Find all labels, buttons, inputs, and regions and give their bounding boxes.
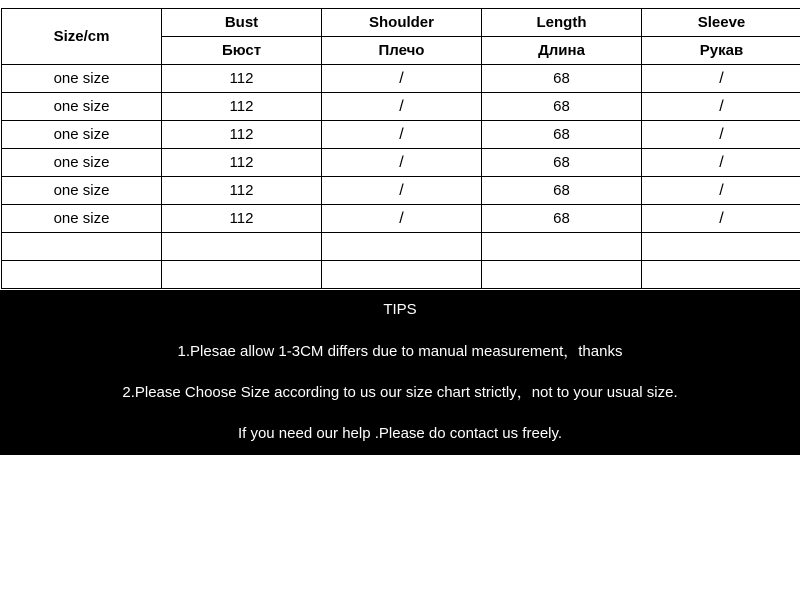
shoulder-cell: /	[322, 177, 482, 205]
empty-table-row	[2, 261, 800, 289]
table-row	[2, 65, 800, 93]
length-cell: 68	[482, 121, 642, 149]
size-column-header: Size/cm	[2, 9, 162, 65]
table-row	[2, 93, 800, 121]
sleeve-cell: /	[642, 205, 800, 233]
tips-panel	[0, 290, 800, 455]
length-cell: 68	[482, 149, 642, 177]
table-row	[2, 149, 800, 177]
length-header-en: Length	[482, 9, 642, 37]
sleeve-cell: /	[642, 65, 800, 93]
bust-cell: 112	[162, 93, 322, 121]
bust-cell: 112	[162, 121, 322, 149]
bust-header-ru: Бюст	[162, 37, 322, 65]
bust-cell: 112	[162, 177, 322, 205]
length-cell: 68	[482, 93, 642, 121]
bust-cell: 112	[162, 65, 322, 93]
size-cell: one size	[2, 121, 162, 149]
shoulder-cell: /	[322, 93, 482, 121]
size-chart-table	[1, 8, 800, 289]
length-cell: 68	[482, 177, 642, 205]
shoulder-cell: /	[322, 205, 482, 233]
shoulder-header-en: Shoulder	[322, 9, 482, 37]
table-row	[2, 205, 800, 233]
empty-cell	[162, 233, 322, 261]
bust-cell: 112	[162, 205, 322, 233]
sleeve-header-en: Sleeve	[642, 9, 800, 37]
empty-cell	[482, 233, 642, 261]
table-row	[2, 177, 800, 205]
length-header-ru: Длина	[482, 37, 642, 65]
length-cell: 68	[482, 65, 642, 93]
table-row	[2, 121, 800, 149]
empty-cell	[2, 261, 162, 289]
shoulder-cell: /	[322, 149, 482, 177]
size-cell: one size	[2, 205, 162, 233]
size-cell: one size	[2, 177, 162, 205]
empty-cell	[642, 233, 800, 261]
header-row-english	[2, 9, 800, 37]
tips-title: TIPS	[383, 301, 417, 318]
length-cell: 68	[482, 205, 642, 233]
empty-cell	[642, 261, 800, 289]
size-cell: one size	[2, 93, 162, 121]
sleeve-header-ru: Рукав	[642, 37, 800, 65]
bust-header-en: Bust	[162, 9, 322, 37]
bust-cell: 112	[162, 149, 322, 177]
size-cell: one size	[2, 149, 162, 177]
empty-cell	[322, 261, 482, 289]
tip-contact-note: If you need our help .Please do contact us freely.	[237, 425, 563, 442]
shoulder-header-ru: Плечо	[322, 37, 482, 65]
shoulder-cell: /	[322, 121, 482, 149]
empty-cell	[482, 261, 642, 289]
sleeve-cell: /	[642, 93, 800, 121]
sleeve-cell: /	[642, 121, 800, 149]
size-cell: one size	[2, 65, 162, 93]
sleeve-cell: /	[642, 149, 800, 177]
shoulder-cell: /	[322, 65, 482, 93]
tip-size-choice-note: 2.Please Choose Size according to us our size chart strictly，not to your usual size.	[122, 384, 678, 401]
empty-cell	[162, 261, 322, 289]
empty-cell	[2, 233, 162, 261]
tip-measurement-note: 1.Plesae allow 1-3CM differs due to manual measurement，thanks	[177, 343, 623, 360]
sleeve-cell: /	[642, 177, 800, 205]
empty-table-row	[2, 233, 800, 261]
empty-cell	[322, 233, 482, 261]
